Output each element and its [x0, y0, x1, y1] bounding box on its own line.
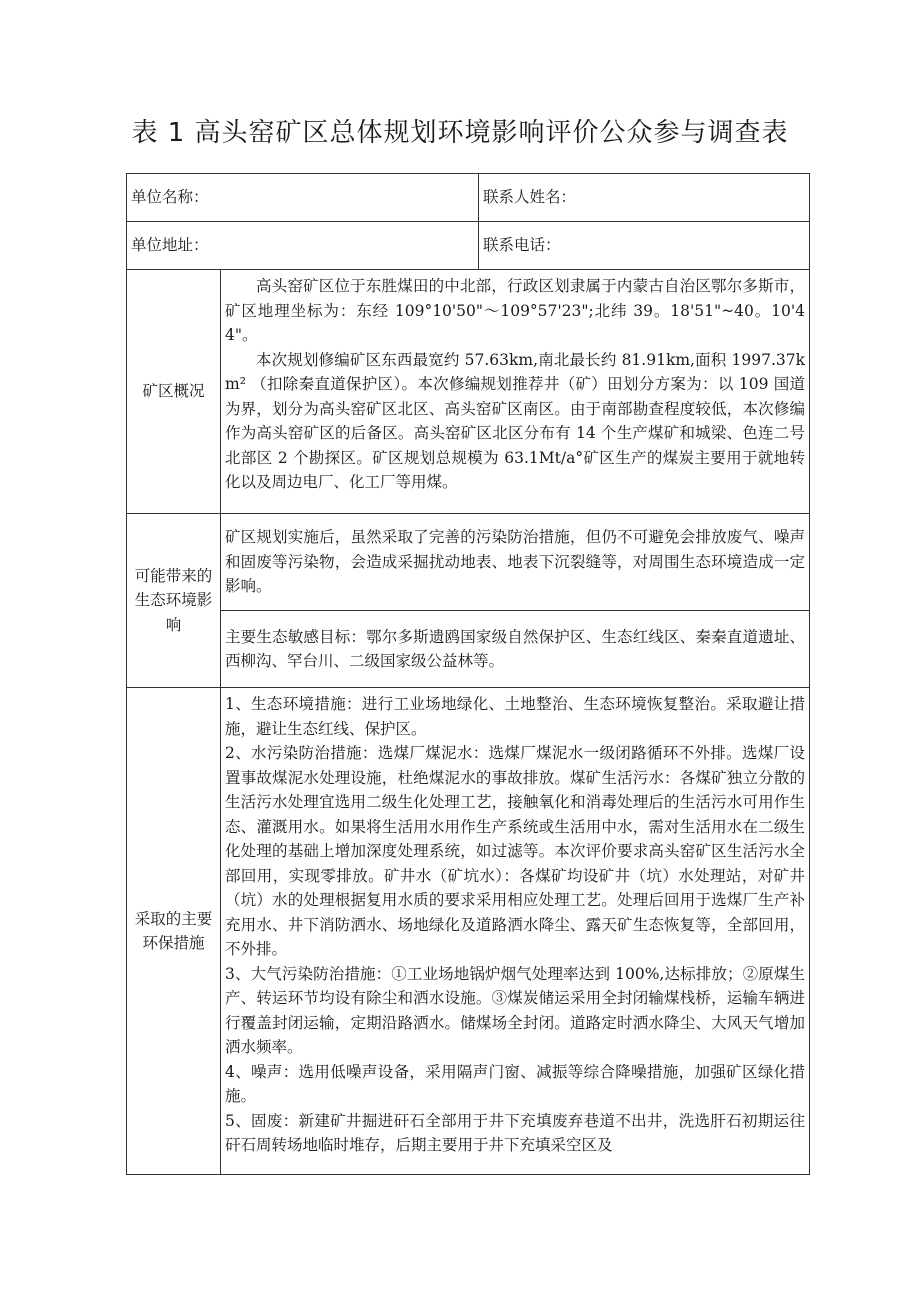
impact-content-2: 主要生态敏感目标：鄂尔多斯遗鸥国家级自然保护区、生态红线区、秦秦直道遗址、西柳沟、罕台川、二级国家级公益林等。	[221, 611, 810, 688]
unit-name-field[interactable]: 单位名称：	[127, 174, 479, 222]
impact-label: 可能带来的生态环境影响	[127, 514, 221, 688]
table-row	[127, 222, 810, 270]
table-row	[127, 174, 810, 222]
contact-phone-field[interactable]: 联系电话：	[479, 222, 810, 270]
measure-item-1: 1、生态环境措施：进行工业场地绿化、土地整治、生态环境恢复整治。采取避让措施，避让生态红线、保护区。	[225, 695, 806, 738]
measure-item-4: 4、噪声：选用低噪声设备，采用隔声门窗、减振等综合降噪措施，加强矿区绿化措施。	[225, 1062, 806, 1105]
unit-address-field[interactable]: 单位地址：	[127, 222, 479, 270]
table-row	[127, 514, 810, 611]
overview-content	[221, 270, 810, 514]
table-row	[127, 270, 810, 514]
overview-paragraph-1: 高头窑矿区位于东胜煤田的中北部，行政区划隶属于内蒙古自治区鄂尔多斯市，矿区地理坐标为：东经 109°10'50"～109°57'23";北纬 39。18'51"~40。10'44"。	[225, 277, 806, 344]
impact-content-1: 矿区规划实施后，虽然采取了完善的污染防治措施，但仍不可避免会排放废气、噪声和固废等污染物，会造成采掘扰动地表、地表下沉裂缝等，对周围生态环境造成一定影响。	[221, 514, 810, 611]
overview-label: 矿区概况	[127, 270, 221, 514]
measure-item-3: 3、大气污染防治措施：①工业场地锅炉烟气处理率达到 100%,达标排放；②原煤生产、转运环节均设有除尘和洒水设施。③煤炭储运采用全封闭输煤栈桥，运输车辆进行覆盖封闭运输，定期沿路洒水。储煤场全封闭。道路定时洒水降尘、大风天气增加洒水频率。	[225, 964, 806, 1056]
measures-content	[221, 688, 810, 1175]
measure-item-5: 5、固废：新建矿井掘进矸石全部用于井下充填废弃巷道不出井，洗选肝石初期运往矸石周转场地临时堆存，后期主要用于井下充填采空区及	[225, 1111, 806, 1154]
table-row	[127, 688, 810, 1175]
contact-name-field[interactable]: 联系人姓名：	[479, 174, 810, 222]
measures-label: 采取的主要环保措施	[127, 688, 221, 1175]
measure-item-2: 2、水污染防治措施：选煤厂煤泥水：选煤厂煤泥水一级闭路循环不外排。选煤厂设置事故煤泥水处理设施，杜绝煤泥水的事故排放。煤矿生活污水：各煤矿独立分散的生活污水处理宜选用二级生化处理工艺，接触氧化和消毒处理后的生活污水可用作生态、灌溉用水。如果将生活用水用作生产系统或生活用中水，需对生活用水在二级生化处理的基础上增加深度处理系统，如过滤等。本次评价要求高头窑矿区生活污水全部回用，实现零排放。矿井水（矿坑水）：各煤矿均设矿井（坑）水处理站，对矿井（坑）水的处理根据复用水质的要求采用相应处理工艺。处理后回用于选煤厂生产补充用水、井下消防洒水、场地绿化及道路洒水降尘、露天矿生态恢复等，全部回用，不外排。	[225, 744, 806, 958]
survey-table	[126, 173, 810, 1175]
page-title: 表 1 高头窑矿区总体规划环境影响评价公众参与调查表	[131, 118, 789, 148]
overview-paragraph-2: 本次规划修编矿区东西最宽约 57.63km,南北最长约 81.91km,面积 1997.37km² （扣除秦直道保护区）。本次修编规划推荐井（矿）田划分方案为：以 109 国道为界，划分为高头窑矿区北区、高头窑矿区南区。由于南部勘查程度较低，本次修编作为高头窑矿区的后备区。高头窑矿区北区分布有 14 个生产煤矿和城梁、色连二号北部区 2 个勘探区。矿区规划总规模为 63.1Mt/a°矿区生产的煤炭主要用于就地转化以及周边电厂、化工厂等用煤。	[225, 350, 806, 491]
table-row	[127, 611, 810, 688]
